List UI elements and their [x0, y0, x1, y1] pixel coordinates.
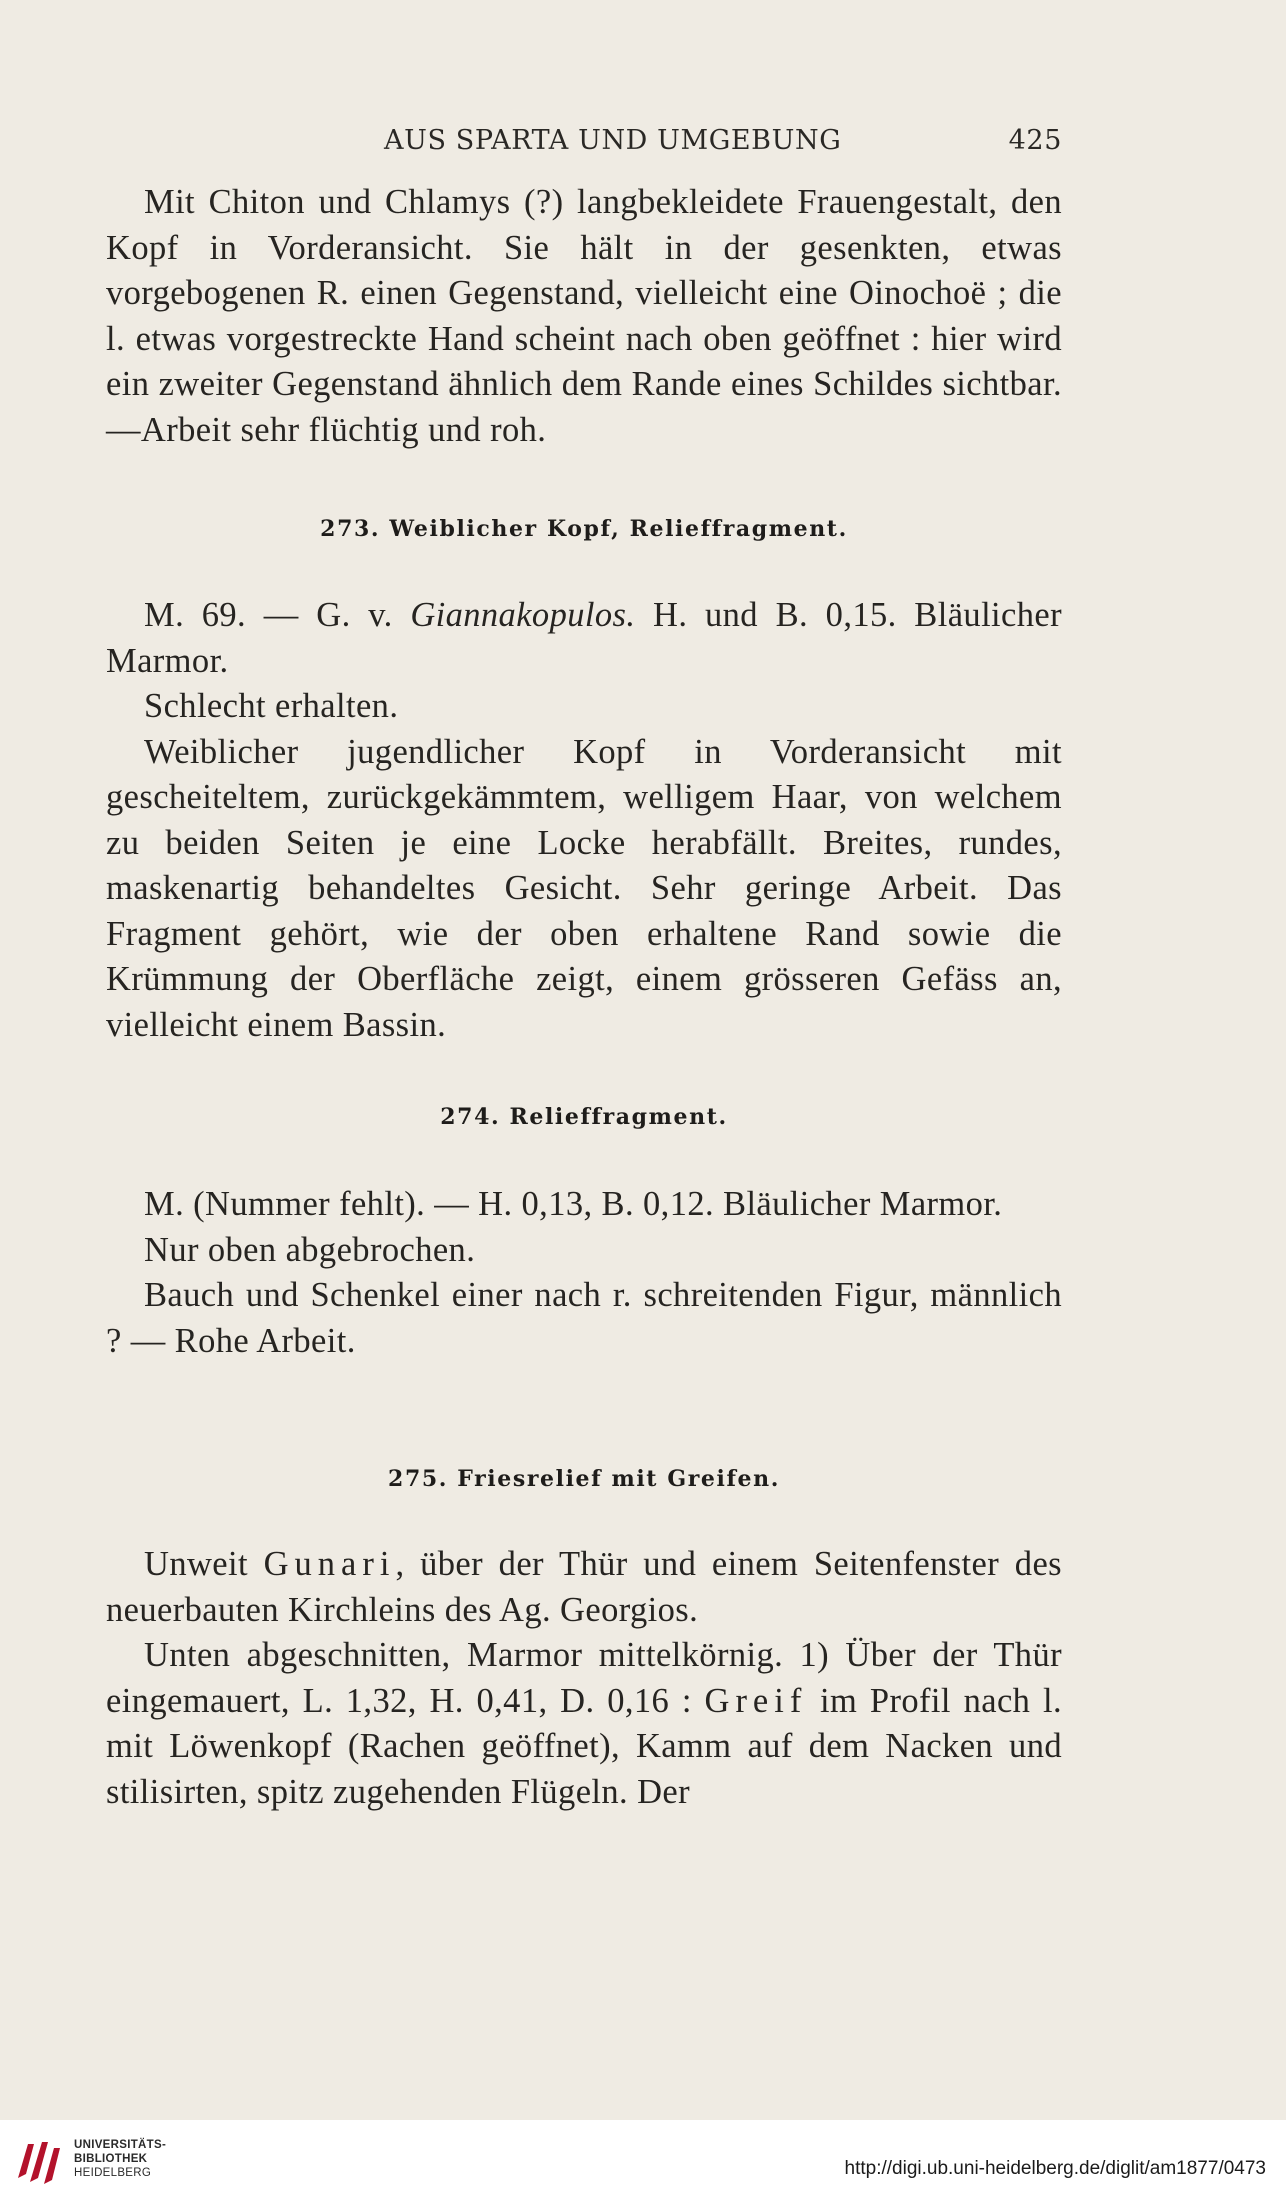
- page-number: 425: [1008, 125, 1062, 156]
- entry-273-body: [106, 593, 1062, 1048]
- library-logo-icon: [14, 2134, 66, 2190]
- entry-275-heading: 275. Friesrelief mit Greifen.: [388, 1466, 780, 1492]
- library-name-line-2: BIBLIOTHEK: [74, 2153, 148, 2165]
- intro-paragraph: [106, 180, 1062, 453]
- library-name-line-1: UNIVERSITÄTS-: [74, 2139, 167, 2151]
- entry-275-location-suffix: , über der Thür und einem Seitenfenster des neuerbauten Kirchleins des Ag. Georgios.: [106, 1545, 1062, 1629]
- entry-274-condition: Nur oben abgebrochen.: [144, 1230, 476, 1269]
- entry-275-description-emphasis: Greif: [704, 1681, 808, 1720]
- entry-273-meta-suffix: H. und B. 0,15. Bläulicher Marmor.: [106, 596, 1062, 680]
- entry-273-meta-name: Giannakopulos.: [410, 596, 636, 634]
- entry-275-location: [106, 1542, 1062, 1633]
- entry-273-heading: 273. Weiblicher Kopf, Relieffragment.: [320, 516, 848, 542]
- entry-275-place: Gunari: [263, 1545, 396, 1583]
- entry-275-body: [106, 1542, 1062, 1815]
- entry-274-heading: 274. Relieffragment.: [440, 1104, 728, 1130]
- permalink-url[interactable]: http://digi.ub.uni-heidelberg.de/diglit/am1877/0473: [844, 2158, 1266, 2179]
- running-title: AUS SPARTA UND UMGEBUNG: [384, 125, 842, 156]
- entry-273-meta-prefix: M. 69. — G. v.: [144, 596, 411, 634]
- entry-275-description-suffix: im Profil nach l. mit Löwenkopf (Rachen geöffnet), Kamm auf dem Nacken und stilisirten, spitz zugehenden Flügeln. Der: [106, 1681, 1062, 1811]
- entry-273-meta: [106, 593, 1062, 684]
- entry-273-description: Weiblicher jugendlicher Kopf in Vorderansicht mit gescheiteltem, zurückgekämmtem, welligem Haar, von welchem zu beiden Seiten je eine Locke herabfällt. Breites, rundes, maskenartig behandeltes Gesicht. Sehr geringe Arbeit. Das Fragment gehört, wie der oben erhaltene Rand sowie die Krümmung der Oberfläche zeigt, einem grösseren Gefäss an, vielleicht einem Bassin.: [106, 732, 1062, 1044]
- entry-275-location-prefix: Unweit: [144, 1545, 264, 1583]
- entry-275-description-prefix: Unten abgeschnitten, Marmor mittelkörnig. 1) Über der Thür eingemauert, L. 1,32, H. 0,41, D. 0,16 :: [106, 1636, 1062, 1720]
- running-header: [106, 125, 1062, 165]
- entry-274-meta: M. (Nummer fehlt). — H. 0,13, B. 0,12. Bläulicher Marmor.: [144, 1185, 1003, 1223]
- entry-273-condition: Schlecht erhalten.: [144, 687, 399, 725]
- entry-274-body: [106, 1182, 1062, 1364]
- library-name: [74, 2138, 166, 2180]
- library-name-line-3: HEIDELBERG: [74, 2167, 152, 2179]
- entry-274-description: Bauch und Schenkel einer nach r. schreitenden Figur, männlich ? — Rohe Arbeit.: [106, 1276, 1062, 1360]
- intro-text: Mit Chiton und Chlamys (?) langbekleidete Frauengestalt, den Kopf in Vorderansicht. Sie hält in der gesenkten, etwas vorgebogenen R. einen Gegenstand, vielleicht eine Oinochoë ; die l. etwas vorgestreckte Hand scheint nach oben geöffnet : hier wird ein zweiter Gegenstand ähnlich dem Rande eines Schildes sichtbar. —Arbeit sehr flüchtig und roh.: [106, 183, 1062, 449]
- entry-275-description: [106, 1633, 1062, 1815]
